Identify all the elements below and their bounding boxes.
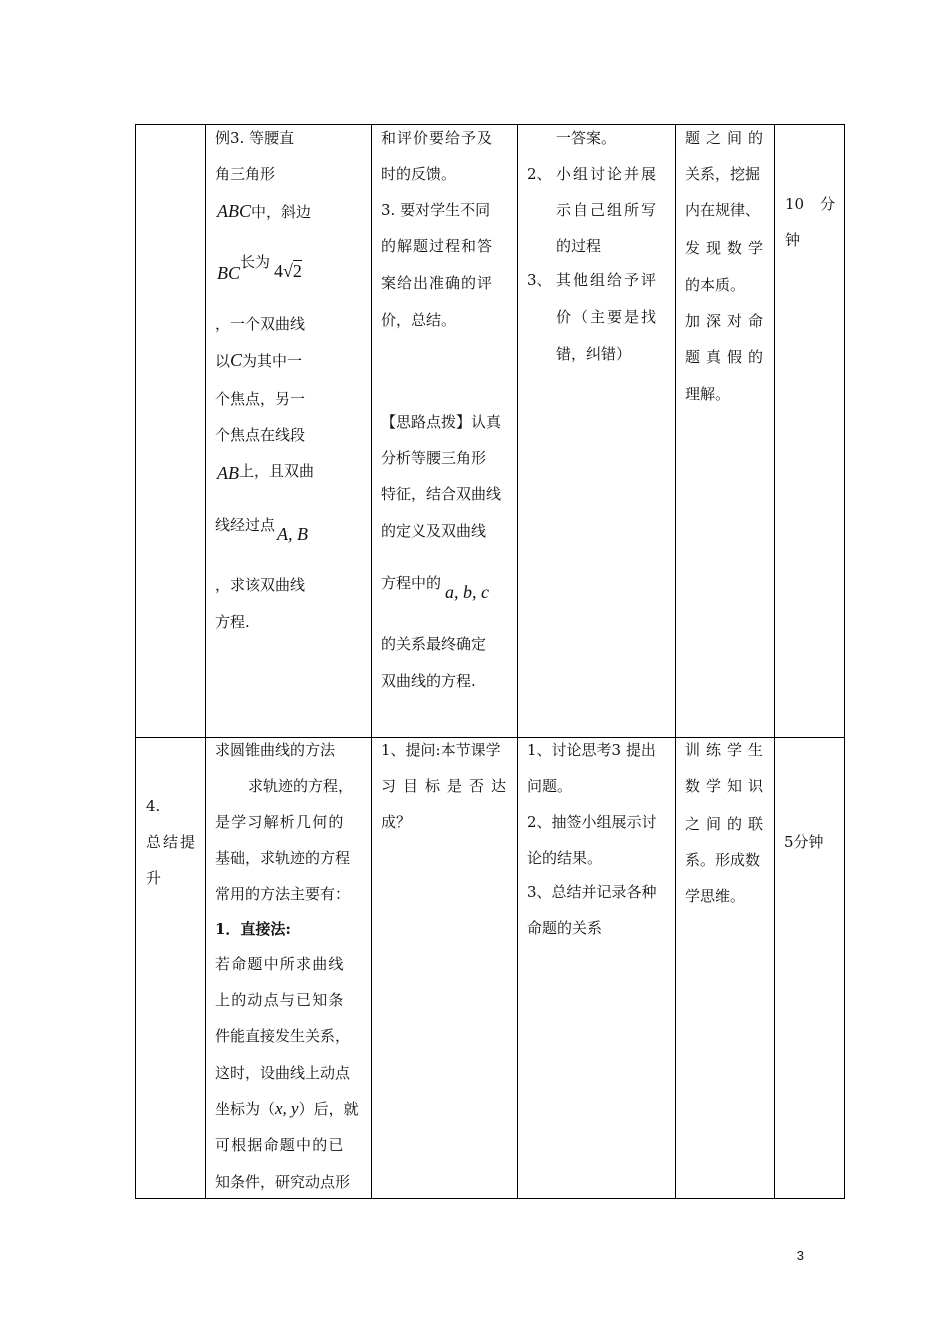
teacher-line: 和评价要给予及 bbox=[381, 129, 494, 147]
student-line: 1、讨论思考3 提出 bbox=[527, 741, 656, 759]
intent-line: 之间的联 bbox=[685, 815, 770, 833]
hint-line bbox=[381, 572, 490, 602]
method-heading: 1．直接法: bbox=[215, 920, 291, 938]
intent-line: 内在规律、 bbox=[685, 201, 761, 219]
page-number: 3 bbox=[796, 1248, 804, 1263]
student-line: 命题的关系 bbox=[527, 919, 603, 937]
sqrt-coefficient: 4 bbox=[274, 261, 284, 281]
intent-line: 系。形成数 bbox=[685, 851, 761, 869]
intent-line: 题之间的 bbox=[685, 129, 770, 147]
hint-line: 的定义及双曲线 bbox=[381, 522, 487, 540]
table-border-left bbox=[135, 124, 136, 1199]
example-line: 个焦点在线段 bbox=[215, 426, 306, 444]
example-line: 方程. bbox=[215, 613, 250, 631]
content-line: 是学习解析几何的 bbox=[215, 813, 345, 831]
math-4-sqrt-2: 4√2 bbox=[274, 261, 302, 281]
time-label: 5分钟 bbox=[784, 833, 824, 851]
example-text: 上，且双曲 bbox=[239, 462, 315, 480]
example-line bbox=[215, 350, 302, 371]
example-text: 为其中一 bbox=[242, 352, 303, 370]
table-col-divider bbox=[774, 124, 775, 1199]
math-c: C bbox=[230, 350, 243, 370]
time-unit: 钟 bbox=[785, 231, 801, 249]
stage-label: 升 bbox=[146, 869, 162, 887]
teacher-line: 习目标是否达 bbox=[381, 777, 514, 795]
content-text: 坐标为（ bbox=[215, 1100, 276, 1118]
math-x-y: x, y bbox=[275, 1099, 299, 1118]
math-a-b: A, B bbox=[277, 524, 309, 544]
teacher-line: 的解题过程和答 bbox=[381, 237, 494, 255]
content-line: 件能直接发生关系， bbox=[215, 1027, 351, 1045]
example-line bbox=[217, 201, 311, 222]
student-line: 的过程 bbox=[556, 237, 602, 255]
time-unit: 分 bbox=[820, 195, 836, 213]
teacher-line: 1、提问:本节课学 bbox=[381, 741, 501, 759]
student-line: 3、总结并记录各种 bbox=[527, 883, 657, 901]
section-title: 求圆锥曲线的方法 bbox=[215, 741, 336, 759]
teacher-line: 时的反馈。 bbox=[381, 165, 457, 183]
student-line: 错，纠错） bbox=[556, 345, 632, 363]
content-line: 可根据命题中的已 bbox=[215, 1136, 345, 1154]
teacher-line: 价，总结。 bbox=[381, 311, 457, 329]
example-line bbox=[217, 463, 314, 484]
hint-line: 双曲线的方程. bbox=[381, 672, 476, 690]
intent-line: 的本质。 bbox=[685, 276, 746, 294]
example-text: 以 bbox=[215, 352, 231, 370]
intent-line: 题真假的 bbox=[685, 348, 770, 366]
example-line: 角三角形 bbox=[215, 165, 276, 183]
content-line: 上的动点与已知条 bbox=[215, 991, 345, 1009]
example-line bbox=[217, 253, 302, 283]
sqrt-radicand: 2 bbox=[292, 261, 302, 281]
table-border-top bbox=[135, 124, 845, 125]
intent-line: 理解。 bbox=[685, 385, 731, 403]
table-col-divider bbox=[675, 124, 676, 1199]
stage-number: 4. bbox=[146, 797, 161, 815]
content-line: 这时，设曲线上动点 bbox=[215, 1064, 351, 1082]
teacher-line: 3. 要对学生不同 bbox=[381, 201, 491, 219]
hint-line: 特征，结合双曲线 bbox=[381, 485, 502, 503]
example-line bbox=[215, 514, 309, 544]
content-line: 求轨迹的方程， bbox=[248, 777, 354, 795]
example-line: ，一个双曲线 bbox=[215, 315, 306, 333]
teacher-line: 成？ bbox=[381, 813, 412, 831]
hint-line: 的关系最终确定 bbox=[381, 635, 487, 653]
student-line: 示自己组所写 bbox=[556, 201, 659, 219]
example-text: 长为 bbox=[240, 253, 271, 271]
table-border-right bbox=[844, 124, 845, 1199]
student-line: 2、抽签小组展示讨 bbox=[527, 813, 657, 831]
example-line: 个焦点，另一 bbox=[215, 390, 306, 408]
math-bc: BC bbox=[217, 263, 241, 283]
table-border-bottom bbox=[135, 1198, 845, 1199]
table-col-divider bbox=[371, 124, 372, 1199]
hint-text: 方程中的 bbox=[381, 574, 442, 592]
intent-line: 训练学生 bbox=[685, 741, 770, 759]
student-line: 价（主要是找 bbox=[556, 308, 659, 326]
content-line: 基础，求轨迹的方程 bbox=[215, 849, 351, 867]
student-item-number: 2、 bbox=[527, 165, 552, 183]
time-number: 10 bbox=[785, 195, 805, 213]
example-line: ，求该双曲线 bbox=[215, 576, 306, 594]
intent-line: 学思维。 bbox=[685, 887, 746, 905]
intent-line: 发现数学 bbox=[685, 239, 770, 257]
content-line: 若命题中所求曲线 bbox=[215, 955, 345, 973]
intent-line: 加深对命 bbox=[685, 312, 770, 330]
stage-label: 总结提 bbox=[146, 833, 198, 851]
intent-line: 关系，挖掘 bbox=[685, 165, 761, 183]
student-line: 一答案。 bbox=[556, 129, 617, 147]
intent-line: 数学知识 bbox=[685, 777, 770, 795]
content-text: ）后，就 bbox=[298, 1100, 359, 1118]
math-a-b-c: a, b, c bbox=[445, 582, 490, 602]
student-item-number: 3、 bbox=[527, 271, 552, 289]
math-ab: AB bbox=[217, 463, 239, 483]
table-col-divider bbox=[205, 124, 206, 1199]
example-text: 中，斜边 bbox=[251, 203, 312, 221]
table-col-divider bbox=[517, 124, 518, 1199]
teacher-line: 案给出准确的评 bbox=[381, 274, 494, 292]
content-line bbox=[215, 1099, 359, 1119]
hint-line: 分析等腰三角形 bbox=[381, 449, 487, 467]
table-row-divider bbox=[135, 737, 845, 738]
example-line: 例3. 等腰直 bbox=[215, 129, 295, 147]
student-line: 论的结果。 bbox=[527, 849, 603, 867]
content-line: 知条件，研究动点形 bbox=[215, 1173, 351, 1191]
student-line: 小组讨论并展 bbox=[556, 165, 659, 183]
hint-line: 【思路点拨】认真 bbox=[381, 413, 502, 431]
example-text: 线经过点 bbox=[215, 516, 276, 534]
math-abc: ABC bbox=[217, 201, 251, 221]
student-line: 问题。 bbox=[527, 777, 573, 795]
student-line: 其他组给予评 bbox=[556, 271, 659, 289]
content-line: 常用的方法主要有： bbox=[215, 885, 351, 903]
